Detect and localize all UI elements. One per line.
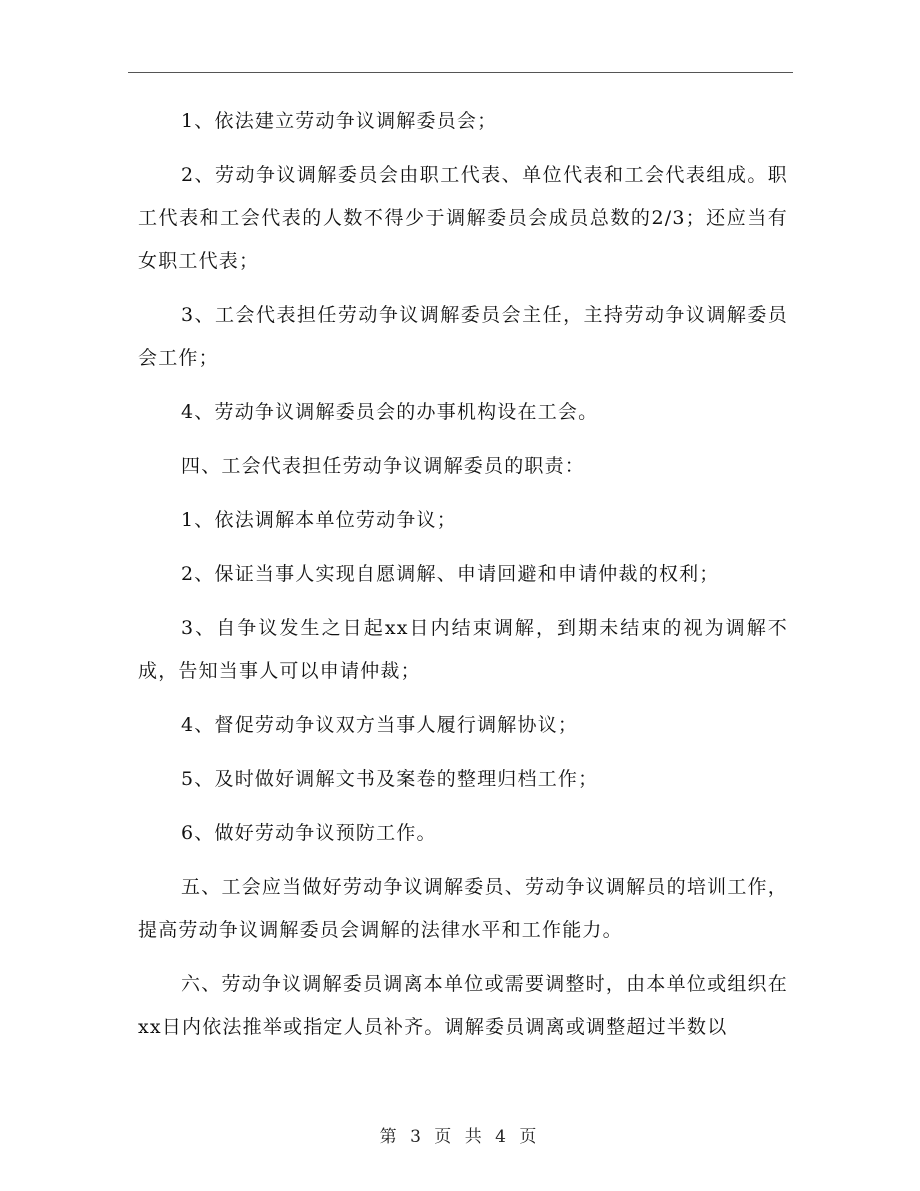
paragraph-10: 5、及时做好调解文书及案卷的整理归档工作；: [181, 768, 599, 790]
paragraph-8: 3、自争议发生之日起xx日内结束调解，到期未结束的视为调解不成，告知当事人可以申请仲裁；: [138, 617, 788, 682]
document-body: [138, 100, 788, 1060]
page-number: 第 3 页 共 4 页: [379, 1127, 541, 1147]
paragraph-11: 6、做好劳动争议预防工作。: [181, 822, 437, 844]
paragraph-3: 3、工会代表担任劳动争议调解委员会主任，主持劳动争议调解委员会工作；: [138, 304, 788, 369]
paragraph-2: 2、劳动争议调解委员会由职工代表、单位代表和工会代表组成。职工代表和工会代表的人数不得少于调解委员会成员总数的2/3；还应当有女职工代表；: [138, 164, 788, 272]
header-rule: [128, 72, 793, 73]
section-heading-4: 四、工会代表担任劳动争议调解委员的职责：: [181, 455, 586, 477]
section-6: 六、劳动争议调解委员调离本单位或需要调整时，由本单位或组织在xx日内依法推举或指定人员补齐。调解委员调离或调整超过半数以: [138, 973, 788, 1038]
paragraph-1: 1、依法建立劳动争议调解委员会；: [181, 110, 498, 132]
paragraph-6: 1、依法调解本单位劳动争议；: [181, 509, 457, 531]
section-5: 五、工会应当做好劳动争议调解委员、劳动争议调解员的培训工作，提高劳动争议调解委员会调解的法律水平和工作能力。: [138, 876, 788, 941]
paragraph-7: 2、保证当事人实现自愿调解、申请回避和申请仲裁的权利；: [181, 563, 720, 585]
paragraph-9: 4、督促劳动争议双方当事人履行调解协议；: [181, 714, 579, 736]
paragraph-4: 4、劳动争议调解委员会的办事机构设在工会。: [181, 401, 599, 423]
